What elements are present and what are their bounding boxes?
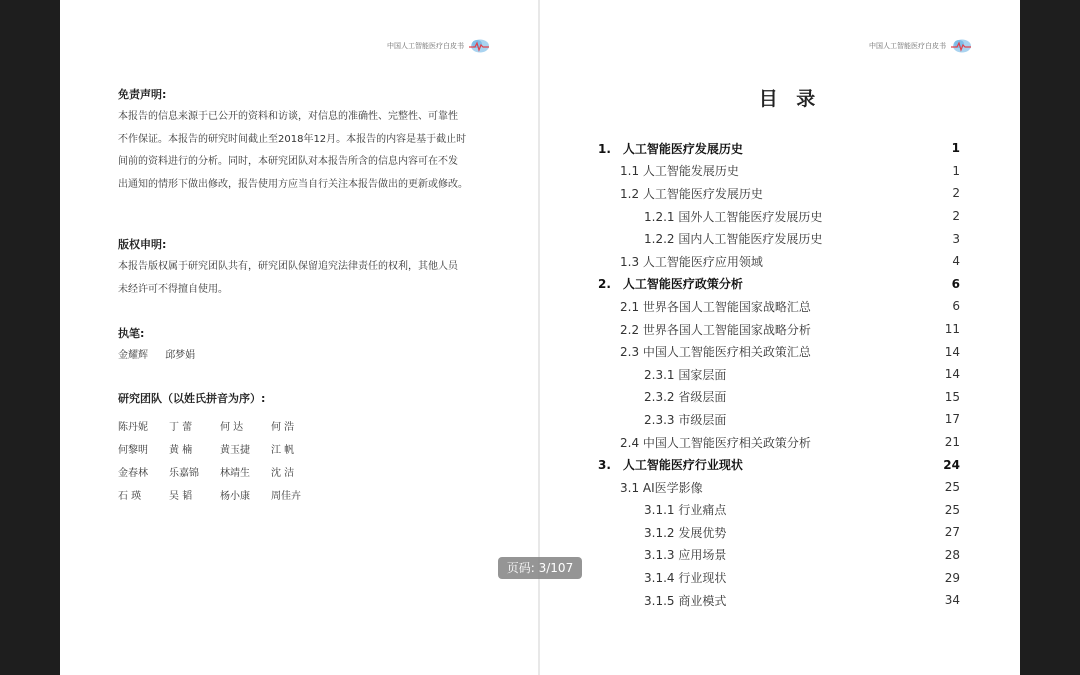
toc-heading: 目 录 (758, 88, 822, 110)
toc-entry-label: 3.1.1 行业痛点 (644, 503, 727, 518)
page-indicator: 页码: 3/107 (498, 557, 582, 579)
team-member: 黄 楠 (169, 445, 193, 456)
team-member: 何 浩 (271, 422, 295, 433)
toc-entry-page: 29 (944, 570, 960, 585)
toc-entry-title (620, 253, 763, 270)
team-member: 石 瑛 (118, 491, 142, 502)
toc-entry-page: 6 (951, 276, 960, 291)
team-row (118, 437, 322, 460)
toc-entry-page: 25 (944, 502, 960, 517)
header-title: 中国人工智能医疗白皮书 (387, 42, 464, 50)
team-member: 江 帆 (271, 445, 295, 456)
toc-entry-title (620, 434, 811, 451)
team-member: 黄玉捷 (220, 445, 250, 456)
toc-entry-label: 3.1.5 商业模式 (644, 593, 727, 608)
toc-entry-label: 2.3.2 省级层面 (644, 390, 727, 405)
toc-entry-page: 2 (952, 209, 960, 224)
copyright-title: 版权申明: (118, 238, 167, 251)
toc-entry-label: 2.2 世界各国人工智能国家战略分析 (620, 322, 811, 337)
toc-entry-page: 28 (944, 547, 960, 562)
author-name: 金耀辉 (118, 350, 148, 361)
team-member: 沈 洁 (271, 468, 295, 479)
toc-entry-number: 2. (598, 277, 611, 292)
copyright-line: 未经许可不得擅自使用。 (118, 283, 228, 295)
toc-entry-page: 34 (944, 593, 960, 608)
toc-entry-label: 1.2.2 国内人工智能医疗发展历史 (644, 232, 823, 247)
toc-entry-title (644, 569, 726, 586)
left-page (60, 0, 538, 675)
disclaimer-title: 免责声明: (118, 88, 167, 101)
disclaimer-line: 间前的资料进行的分析。同时，本研究团队对本报告所含的信息内容可在不发 (118, 156, 458, 167)
toc-entry-page: 14 (944, 344, 960, 359)
toc-entry[interactable] (598, 250, 960, 273)
toc-entry-page: 3 (952, 231, 960, 246)
toc-entry[interactable] (598, 273, 960, 296)
team-row (118, 483, 322, 506)
toc-entry[interactable] (598, 318, 960, 341)
team-row (118, 460, 322, 483)
copyright-line: 本报告版权属于研究团队共有，研究团队保留追究法律责任的权利，其他人员 (118, 261, 458, 272)
team-member: 金春林 (118, 468, 148, 479)
toc-entry-title (644, 388, 726, 405)
toc-entry-number: 3. (598, 458, 611, 473)
toc-entry[interactable] (598, 453, 960, 476)
disclaimer-text (118, 106, 488, 196)
team-row (118, 414, 322, 437)
toc-entry-label: 3.1.3 应用场景 (644, 548, 727, 563)
brain-heartbeat-logo-icon (950, 38, 972, 54)
toc-entry-page: 21 (944, 435, 960, 450)
toc-entry-label: 1.3 人工智能医疗应用领域 (620, 254, 763, 269)
toc-entry[interactable] (598, 137, 960, 160)
page-header (869, 38, 972, 54)
toc-entry[interactable] (598, 431, 960, 454)
disclaimer-line: 不作保证。本报告的研究时间截止至2018年12月。本报告的内容是基于截止时 (118, 133, 467, 145)
toc-entry[interactable] (598, 363, 960, 386)
toc-entry[interactable] (598, 160, 960, 183)
toc-entry-page: 2 (952, 186, 960, 201)
toc-entry-title (620, 321, 811, 338)
toc-entry-page: 14 (944, 367, 960, 382)
team-member: 何黎明 (118, 445, 148, 456)
toc-entry-page: 25 (944, 480, 960, 495)
toc-entry-title (644, 230, 822, 247)
toc-entry[interactable] (598, 566, 960, 589)
toc-entry-label: 3.1.4 行业现状 (644, 571, 727, 586)
team-title: 研究团队（以姓氏拼音为序）: (118, 392, 266, 405)
authors-title: 执笔: (118, 327, 145, 340)
toc-entry-page: 27 (944, 525, 960, 540)
toc-entry[interactable] (598, 544, 960, 567)
toc-entry-title (644, 592, 726, 609)
team-member: 乐嘉锦 (169, 468, 199, 479)
toc-entry-label: 2.3.1 国家层面 (644, 367, 727, 382)
team-grid (118, 414, 322, 506)
team-member: 杨小康 (220, 491, 250, 502)
toc-entry-page: 17 (944, 412, 960, 427)
toc-entry-title (644, 366, 726, 383)
toc-entry[interactable] (598, 295, 960, 318)
toc-entry-title (644, 546, 726, 563)
toc-entry-title (620, 185, 763, 202)
team-member: 陈丹妮 (118, 422, 148, 433)
team-member: 何 达 (220, 422, 244, 433)
brain-heartbeat-logo-icon (468, 38, 490, 54)
team-member: 丁 蕾 (169, 422, 193, 433)
author-name: 邱梦娟 (165, 350, 196, 361)
toc-entry-title (620, 479, 703, 496)
toc-entry-title (620, 162, 739, 179)
toc-entry-label: 2.3.3 市级层面 (644, 412, 727, 427)
header-title: 中国人工智能医疗白皮书 (869, 42, 946, 50)
toc-entry-page: 15 (944, 389, 960, 404)
toc-entry[interactable] (598, 227, 960, 250)
toc-entry-label: 1.2 人工智能医疗发展历史 (620, 186, 763, 201)
toc-entry[interactable] (598, 386, 960, 409)
table-of-contents (598, 137, 960, 611)
toc-entry-title (598, 275, 743, 292)
toc-entry[interactable] (598, 499, 960, 522)
team-member: 林靖生 (220, 468, 250, 479)
toc-entry-label: 2.3 中国人工智能医疗相关政策汇总 (620, 345, 811, 360)
toc-entry[interactable] (598, 589, 960, 612)
toc-entry-label: 人工智能医疗行业现状 (622, 458, 743, 473)
toc-entry[interactable] (598, 205, 960, 228)
toc-entry[interactable] (598, 476, 960, 499)
toc-entry-label: 人工智能医疗政策分析 (622, 277, 743, 292)
toc-entry-page: 1 (951, 141, 960, 156)
disclaimer-line: 出通知的情形下做出修改，报告使用方应当自行关注本报告做出的更新或修改。 (118, 178, 468, 190)
disclaimer-line: 本报告的信息来源于已公开的资料和访谈，对信息的准确性、完整性、可靠性 (118, 111, 458, 122)
toc-entry-number: 1. (598, 141, 611, 156)
toc-entry-label: 3.1 AI医学影像 (620, 480, 703, 495)
toc-entry-label: 2.4 中国人工智能医疗相关政策分析 (620, 435, 811, 450)
toc-entry-title (644, 501, 726, 518)
toc-entry-label: 人工智能医疗发展历史 (622, 141, 743, 156)
toc-entry-page: 24 (943, 457, 960, 472)
page-header (387, 38, 490, 54)
toc-entry[interactable] (598, 340, 960, 363)
toc-entry-title (644, 411, 726, 428)
toc-entry[interactable] (598, 182, 960, 205)
copyright-text (118, 256, 488, 301)
toc-entry[interactable] (598, 408, 960, 431)
toc-entry-label: 1.1 人工智能发展历史 (620, 164, 739, 179)
toc-entry-page: 4 (952, 254, 960, 269)
authors-list (118, 346, 209, 361)
toc-entry-title (620, 343, 811, 360)
toc-entry-page: 11 (944, 322, 960, 337)
toc-entry[interactable] (598, 521, 960, 544)
toc-entry-label: 3.1.2 发展优势 (644, 525, 727, 540)
toc-entry-page: 1 (952, 163, 960, 178)
toc-entry-title (644, 524, 726, 541)
toc-entry-title (598, 140, 743, 157)
team-member: 吴 韬 (169, 491, 193, 502)
toc-entry-title (644, 208, 822, 225)
right-page (540, 0, 1020, 675)
toc-entry-label: 1.2.1 国外人工智能医疗发展历史 (644, 209, 823, 224)
toc-entry-title (598, 456, 743, 473)
toc-entry-title (620, 298, 811, 315)
team-member: 周佳卉 (271, 491, 301, 502)
toc-entry-page: 6 (952, 299, 960, 314)
toc-entry-label: 2.1 世界各国人工智能国家战略汇总 (620, 299, 811, 314)
